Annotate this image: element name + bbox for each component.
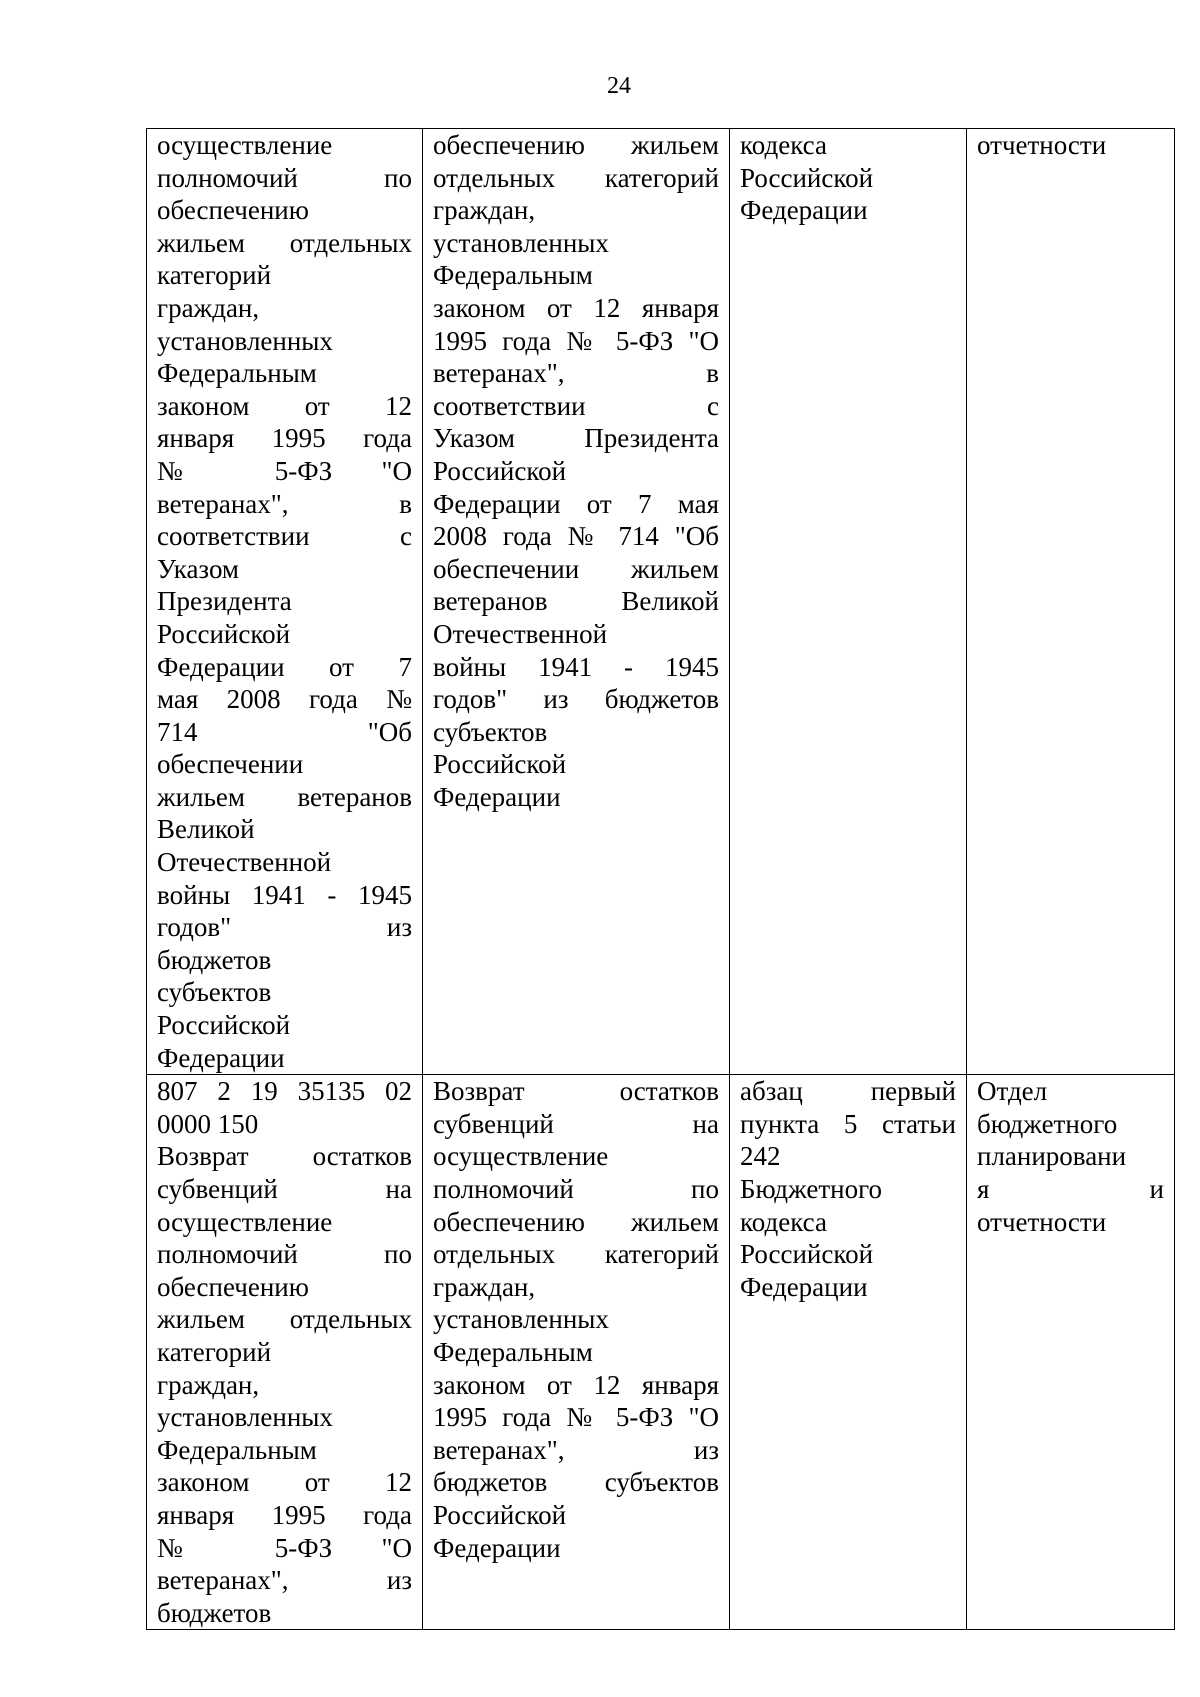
cell-text-line: установленных bbox=[433, 1304, 609, 1335]
cell-text-line: мая 2008 года № bbox=[157, 684, 412, 715]
cell-text-line: установленных bbox=[157, 325, 333, 356]
cell-text-line: Федеральным bbox=[157, 358, 317, 389]
cell-text-line: жильем отдельных bbox=[157, 227, 412, 258]
cell-department bbox=[967, 129, 1175, 1075]
cell-text-line: бюджетного bbox=[977, 1108, 1118, 1139]
cell-text-line: законом от 12 bbox=[157, 1467, 412, 1498]
cell-text-line: годов" из бюджетов bbox=[433, 684, 719, 715]
cell-text-line: полномочий по bbox=[157, 1239, 412, 1270]
cell-text-line: Федерации от 7 bbox=[157, 651, 412, 682]
cell-text-line: Федеральным bbox=[157, 1434, 317, 1465]
cell-text-line: 2008 года № 714 "Об bbox=[433, 521, 719, 552]
cell-text-line: Российской bbox=[740, 1239, 874, 1270]
cell-text-line: января 1995 года bbox=[157, 423, 412, 454]
cell-text-line: субъектов bbox=[157, 977, 272, 1008]
cell-text-line: установленных bbox=[433, 227, 609, 258]
cell-text-line: Возврат остатков bbox=[433, 1076, 719, 1107]
cell-text-line: бюджетов субъектов bbox=[433, 1467, 719, 1498]
cell-text-line: категорий bbox=[157, 1336, 272, 1367]
cell-text-line: жильем ветеранов bbox=[157, 781, 412, 812]
cell-text-line: Российской bbox=[433, 749, 567, 780]
cell-text-line: № 5-ФЗ "О bbox=[157, 455, 412, 486]
cell-text-line: полномочий по bbox=[433, 1174, 719, 1204]
cell-text-line: Федерации bbox=[433, 1532, 561, 1563]
cell-text-line: категорий bbox=[157, 260, 272, 291]
cell-text-line: Федеральным bbox=[433, 1336, 593, 1367]
cell-text-line: Федерации bbox=[157, 1042, 285, 1073]
cell-text-line: Возврат остатков bbox=[157, 1141, 412, 1172]
cell-text-line: субъектов bbox=[433, 716, 548, 747]
cell-text-line: жильем отдельных bbox=[157, 1304, 412, 1335]
cell-text-line: обеспечении жильем bbox=[433, 553, 719, 584]
cell-text-line: 1995 года № 5-ФЗ "О bbox=[433, 325, 719, 356]
page-number: 24 bbox=[607, 73, 631, 99]
cell-text-line: Отечественной bbox=[433, 618, 608, 649]
cell-text-line: законом от 12 января bbox=[433, 1369, 719, 1400]
cell-text-line: отдельных категорий bbox=[433, 1239, 719, 1270]
cell-text-line: отдельных категорий bbox=[433, 162, 719, 193]
cell-text-line: 1995 года № 5-ФЗ "О bbox=[433, 1402, 719, 1433]
cell-revenue-name bbox=[423, 129, 730, 1075]
cell-text-line: соответствии с bbox=[433, 390, 719, 421]
cell-text-line: субвенций на bbox=[433, 1108, 719, 1139]
cell-text-line: войны 1941 - 1945 bbox=[433, 651, 719, 682]
cell-text-line: 807 2 19 35135 02 bbox=[157, 1076, 412, 1107]
cell-text-line: Федерации bbox=[740, 1271, 868, 1302]
cell-text-line: отчетности bbox=[977, 130, 1107, 160]
cell-text-line: обеспечении bbox=[157, 749, 304, 780]
cell-text-line: бюджетов bbox=[157, 944, 272, 975]
cell-text-line: Российской bbox=[433, 455, 567, 486]
budget-codes-table bbox=[146, 128, 1175, 1630]
cell-text-line: осуществление bbox=[157, 1206, 333, 1237]
cell-text-line: обеспечению жильем bbox=[433, 1206, 719, 1237]
table-row bbox=[147, 129, 1175, 1075]
cell-department bbox=[967, 1075, 1175, 1630]
cell-text-line: Федерации bbox=[740, 195, 868, 226]
cell-text-line: граждан, bbox=[433, 1271, 536, 1302]
cell-text-line: обеспечению bbox=[157, 1271, 309, 1302]
cell-text-line: 242 bbox=[740, 1141, 781, 1172]
cell-text-line: Федерации bbox=[433, 781, 561, 812]
cell-text-line: ветеранах", в bbox=[433, 358, 719, 389]
cell-text-line: граждан, bbox=[157, 1369, 260, 1400]
cell-text-line: обеспечению жильем bbox=[433, 130, 719, 160]
cell-text-line: бюджетов bbox=[157, 1597, 272, 1628]
cell-text-line: Указом bbox=[157, 553, 240, 584]
table-row bbox=[147, 1075, 1175, 1630]
cell-text-line: Федеральным bbox=[433, 260, 593, 291]
cell-text-line: соответствии с bbox=[157, 521, 412, 552]
cell-text-line: установленных bbox=[157, 1402, 333, 1433]
cell-text-line: Указом Президента bbox=[433, 423, 719, 454]
cell-text-line: ветеранов Великой bbox=[433, 586, 719, 617]
cell-text-line: осуществление bbox=[157, 130, 333, 160]
cell-text-line: Отечественной bbox=[157, 847, 332, 878]
cell-text-line: 714 "Об bbox=[157, 716, 412, 747]
cell-text-line: Российской bbox=[157, 1010, 291, 1041]
cell-text-line: января 1995 года bbox=[157, 1499, 412, 1530]
cell-text-line: Президента bbox=[157, 586, 292, 617]
cell-text-line: Великой bbox=[157, 814, 255, 845]
cell-text-line: планировани bbox=[977, 1141, 1127, 1172]
cell-text-line: 0000 150 bbox=[157, 1108, 259, 1139]
cell-text-line: я и bbox=[977, 1174, 1164, 1204]
cell-text-line: кодекса bbox=[740, 1206, 827, 1237]
cell-text-line: осуществление bbox=[433, 1141, 609, 1172]
cell-text-line: кодекса bbox=[740, 130, 827, 160]
cell-code-description bbox=[147, 1075, 423, 1630]
cell-legal-basis bbox=[730, 129, 967, 1075]
cell-text-line: отчетности bbox=[977, 1206, 1107, 1237]
cell-text-line: ветеранах", из bbox=[433, 1434, 719, 1465]
cell-text-line: годов" из bbox=[157, 912, 412, 943]
cell-text-line: Российской bbox=[157, 618, 291, 649]
cell-text-line: Российской bbox=[433, 1499, 567, 1530]
cell-text-line: законом от 12 января bbox=[433, 292, 719, 323]
cell-text-line: пункта 5 статьи bbox=[740, 1108, 956, 1139]
cell-text-line: абзац первый bbox=[740, 1076, 956, 1107]
cell-text-line: субвенций на bbox=[157, 1174, 412, 1204]
cell-text-line: Российской bbox=[740, 162, 874, 193]
cell-text-line: граждан, bbox=[433, 195, 536, 226]
cell-text-line: граждан, bbox=[157, 292, 260, 323]
cell-revenue-name bbox=[423, 1075, 730, 1630]
cell-text-line: ветеранах", из bbox=[157, 1565, 412, 1596]
cell-text-line: Отдел bbox=[977, 1076, 1048, 1107]
cell-text-line: обеспечению bbox=[157, 195, 309, 226]
cell-legal-basis bbox=[730, 1075, 967, 1630]
cell-text-line: № 5-ФЗ "О bbox=[157, 1532, 412, 1563]
cell-text-line: Бюджетного bbox=[740, 1174, 882, 1204]
cell-text-line: Федерации от 7 мая bbox=[433, 488, 719, 519]
cell-code-description bbox=[147, 129, 423, 1075]
cell-text-line: войны 1941 - 1945 bbox=[157, 879, 412, 910]
cell-text-line: законом от 12 bbox=[157, 390, 412, 421]
cell-text-line: полномочий по bbox=[157, 162, 412, 193]
cell-text-line: ветеранах", в bbox=[157, 488, 412, 519]
